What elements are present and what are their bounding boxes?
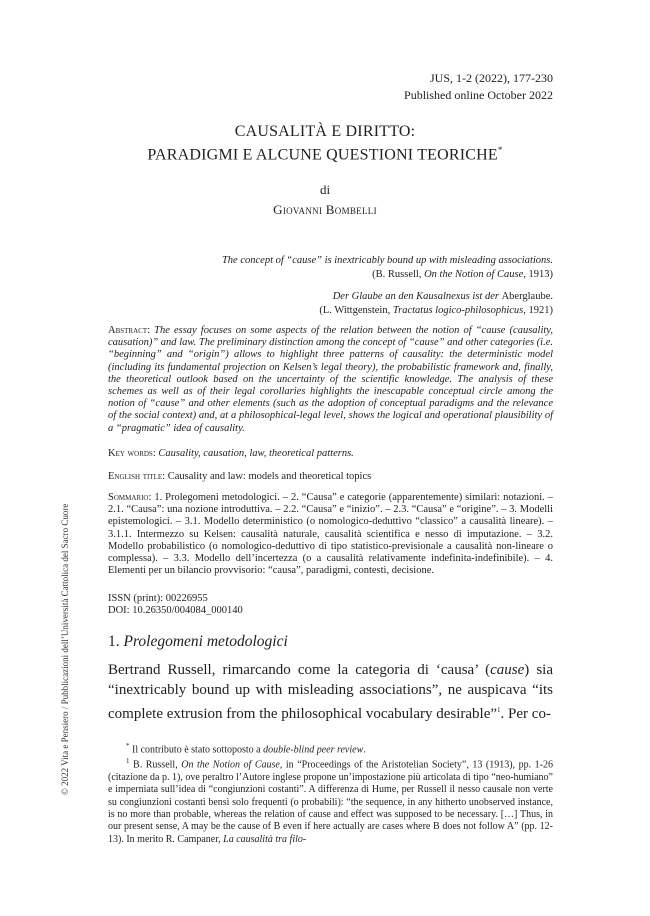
epigraph-quote-plain: Aberglaube. [501, 291, 553, 302]
abstract-text: The essay focuses on some aspects of the relation between the notion of “cause (causality, causation)” and law. The preliminary distinction among the concept of “cause” and other categories (i.e. “beginning” and “origin”) allows to highlight three patterns of causality: the deterministic model (including its fundamental projection on Kelsen’s legal theory), the probabilistic framework and, finally, the theoretical outlook based on the uncertainty of the scientific knowledge. The analysis of these schemes as well as of their legal corollaries highlights the inescapable conceptual circle among the notion of “cause” and other elements (such as the adoption of conceptual paradigms and the relevance of the social context) and, at a philosophical-legal level, shows the logical and operational plausibility of a “pragmatic” idea of causality. [108, 325, 553, 434]
english-title-text: Causality and law: models and theoretical topics [167, 471, 372, 482]
footnote-text: B. Russell, [129, 759, 182, 771]
body-text: Bertrand Russell, rimarcando come la categoria di ‘causa’ ( [108, 662, 491, 678]
copyright-sidebar: © 2022 Vita e Pensiero / Pubblicazioni dell’Università Cattolica del Sacro Cuore [60, 503, 70, 795]
article-title [0, 123, 650, 164]
running-header [404, 70, 553, 104]
footnote-text: Il contributo è stato sottoposto a [129, 744, 264, 756]
title-line-2 [0, 141, 650, 164]
title-line-1: CAUSALITÀ E DIRITTO: [234, 123, 416, 140]
epigraph-author: (B. Russell, [372, 268, 425, 280]
author-name: Giovanni Bombelli [273, 202, 377, 217]
footnote-1 [108, 755, 553, 846]
keywords-label: Key words: [108, 448, 156, 459]
sommario-text: 1. Prolegomeni metodologici. – 2. “Causa” e categorie (apparentemente) similari: notazioni. – 2.1. “Causa”: una nozione introduttiva. – 2.2. “Causa” e “inizio”. – 2.3. “Causa” e “origine”. – 3. Modelli epistemologici. – 3.1. Modello deterministico (o nomologico-deduttivo “classico” a causalità lineare). – 3.1.1. Intermezzo su Kelsen: causalità naturale, causalità scientifica e nesso di imputazione. – 3.2. Modello probabilistico (o nomologico-deduttivo di tipo statistico-previsionale a causalità non-lineare o complessa). – 3.3. Modello dell’incertezza (o a causalità relativamente indefinita-indefinibile). – 4. Elementi per un bilancio provvisorio: “causa”, paradigmi, contesti, decisione. [108, 492, 554, 577]
body-italic: cause [490, 662, 525, 678]
footnote-text: , in “Proceedings of the Aristotelian Society”, 13 (1913), pp. 1-26 (citazione da p. 1), ove peraltro l’Autore inglese propone un’impostazione più articolata di tipo “neo-humiano” e imperniata sull’idea di “congiunzioni costanti”. A differenza di Hume, per Russell il nesso causale non verte su congiunzioni costanti bensì solo frequenti (o probabili): “the sequence, in any hitherto unobserved instance, is no more than probable, whereas the relation of cause and effect was supposed to be necessary. […] Thus, in our present sense, A may be the cause of B even if here actually are cases where B does not follow A” (pp. 12-13). In merito R. Campaner, [108, 759, 553, 845]
body-text: . Per co- [500, 706, 551, 722]
english-title [108, 471, 553, 483]
title-footnote-mark: * [497, 145, 503, 155]
section-number: 1. [108, 633, 124, 650]
section-title: Prolegomeni metodologici [123, 633, 288, 650]
footnote-italic: On the Notion of Cause [181, 759, 280, 771]
epigraph-wittgenstein [319, 290, 553, 317]
footnote-ref: 1 [497, 706, 501, 714]
epigraph-work: Tractatus logico-philosophicus [392, 304, 524, 316]
abstract [108, 325, 553, 435]
footnote-mark: * [126, 742, 130, 750]
issn: ISSN (print): 00226955 [108, 593, 208, 604]
body-paragraph [108, 660, 553, 724]
abstract-label: Abstract: [108, 325, 151, 336]
table-of-contents [108, 492, 553, 577]
sommario-label: Sommario: [108, 492, 152, 503]
keywords [108, 448, 553, 460]
epigraph-quote: Der Glaube an den Kausalnexus ist der [332, 291, 502, 302]
epigraph-quote: The concept of “cause” is inextricably bound up with misleading associations. [221, 255, 553, 266]
footnote-text: . [363, 744, 366, 756]
epigraph-work: On the Notion of Cause [424, 268, 524, 280]
section-heading [108, 633, 288, 651]
title-line-2-text: PARADIGMI E ALCUNE QUESTIONI TEORICHE [147, 146, 498, 164]
journal-citation: JUS, 1-2 (2022), 177-230 [430, 71, 553, 85]
epigraph-tail: , 1913) [523, 268, 553, 280]
doi: DOI: 10.26350/004084_000140 [108, 605, 243, 616]
footnote-italic: La causalità tra filo- [223, 833, 307, 845]
english-title-label: English title: [108, 471, 166, 482]
keywords-text: Causality, causation, law, theoretical patterns. [158, 448, 354, 459]
published-date: Published online October 2022 [404, 88, 553, 102]
footnote-italic: double-blind peer review [263, 744, 364, 756]
epigraph-tail: , 1921) [523, 304, 553, 316]
footnote-mark: 1 [126, 757, 130, 765]
body-text: ) sia “inextricably bound up with misleading associations”, ne auspicava “its complete extrusion from the philosophical vocabulary desirable” [108, 662, 553, 722]
epigraph-russell [222, 254, 553, 281]
epigraph-author: (L. Wittgenstein, [319, 304, 393, 316]
byline-di: di [319, 182, 331, 197]
